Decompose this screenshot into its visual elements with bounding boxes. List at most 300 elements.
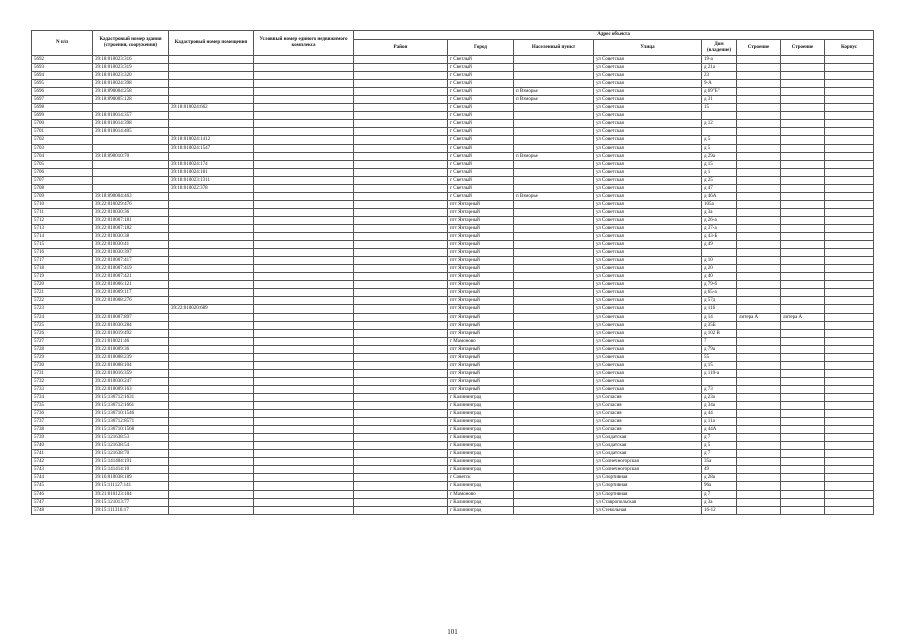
stroenie-cell xyxy=(781,176,825,184)
house-cell: д 73 xyxy=(702,385,737,393)
settlement-cell xyxy=(514,144,594,152)
cad-unit-cell xyxy=(254,418,354,426)
cad-unit-cell xyxy=(254,393,354,401)
table-row xyxy=(32,377,874,385)
corpus-cell xyxy=(825,273,874,281)
cad-building-cell: 39:15:121013:77 xyxy=(93,498,169,506)
cad-building-cell: 39:18:090004:463 xyxy=(93,192,169,200)
city-cell: пгт Янтарный xyxy=(448,265,514,273)
street-cell: ул Советская xyxy=(594,160,702,168)
row-number: 5715 xyxy=(32,241,93,249)
korpus-cell xyxy=(737,402,781,410)
row-number: 5713 xyxy=(32,224,93,232)
house-cell: д 26-а xyxy=(702,216,737,224)
cad-unit-cell xyxy=(254,184,354,192)
table-row xyxy=(32,305,874,313)
cad-building-cell xyxy=(93,168,169,176)
street-cell: ул Советская xyxy=(594,112,702,120)
settlement-cell xyxy=(514,104,594,112)
district-cell xyxy=(354,128,448,136)
table-row xyxy=(32,216,874,224)
row-number: 5743 xyxy=(32,466,93,474)
cad-building-cell: 39:18:010023:320 xyxy=(93,72,169,80)
cad-building-cell xyxy=(93,160,169,168)
cad-room-cell xyxy=(169,120,254,128)
house-cell: д 3а xyxy=(702,498,737,506)
house-cell: д 11а xyxy=(702,418,737,426)
row-number: 5745 xyxy=(32,482,93,490)
cad-unit-cell xyxy=(254,64,354,72)
korpus-cell xyxy=(737,418,781,426)
stroenie-cell xyxy=(781,474,825,482)
cad-building-cell: 39:22:010007:417 xyxy=(93,257,169,265)
cad-unit-cell xyxy=(254,377,354,385)
corpus-cell xyxy=(825,281,874,289)
cad-unit-cell xyxy=(254,80,354,88)
house-cell xyxy=(702,249,737,257)
house-cell: д 46А xyxy=(702,192,737,200)
corpus-cell xyxy=(825,120,874,128)
district-cell xyxy=(354,377,448,385)
table-row xyxy=(32,128,874,136)
settlement-cell xyxy=(514,233,594,241)
city-cell: г Калининград xyxy=(448,393,514,401)
cad-unit-cell xyxy=(254,385,354,393)
house-cell: д 35Б xyxy=(702,321,737,329)
corpus-cell xyxy=(825,241,874,249)
district-cell xyxy=(354,136,448,144)
stroenie-cell xyxy=(781,345,825,353)
cad-building-cell: 39:15:130712:8571 xyxy=(93,418,169,426)
cad-unit-cell xyxy=(254,273,354,281)
city-cell: г Калининград xyxy=(448,434,514,442)
corpus-cell xyxy=(825,305,874,313)
korpus-cell xyxy=(737,345,781,353)
table-row xyxy=(32,289,874,297)
house-cell: д 57д xyxy=(702,297,737,305)
cad-building-cell: 39:18:010014:405 xyxy=(93,128,169,136)
cad-room-cell xyxy=(169,128,254,136)
cad-building-cell: 39:15:141404:191 xyxy=(93,458,169,466)
stroenie-cell xyxy=(781,96,825,104)
row-number: 5693 xyxy=(32,64,93,72)
stroenie-cell xyxy=(781,289,825,297)
stroenie-cell xyxy=(781,265,825,273)
stroenie-cell xyxy=(781,249,825,257)
stroenie-cell xyxy=(781,297,825,305)
house-cell: д 3а xyxy=(702,208,737,216)
house-cell: 55 xyxy=(702,353,737,361)
house-cell: д 44А xyxy=(702,426,737,434)
cad-unit-cell xyxy=(254,176,354,184)
cad-room-cell xyxy=(169,64,254,72)
cad-room-cell xyxy=(169,321,254,329)
house-cell xyxy=(702,128,737,136)
cad-unit-cell xyxy=(254,160,354,168)
row-number: 5716 xyxy=(32,249,93,257)
corpus-cell xyxy=(825,410,874,418)
street-cell: ул Согласия xyxy=(594,410,702,418)
cad-room-cell xyxy=(169,450,254,458)
house-cell: д 28а xyxy=(702,474,737,482)
cad-room-cell xyxy=(169,241,254,249)
cad-unit-cell xyxy=(254,345,354,353)
street-cell: ул Советская xyxy=(594,377,702,385)
district-cell xyxy=(354,410,448,418)
settlement-cell xyxy=(514,410,594,418)
street-cell: ул Советская xyxy=(594,136,702,144)
cad-unit-cell xyxy=(254,120,354,128)
street-cell: ул Советская xyxy=(594,104,702,112)
city-cell: пгт Янтарный xyxy=(448,257,514,265)
street-cell: ул Советская xyxy=(594,289,702,297)
stroenie-cell xyxy=(781,377,825,385)
korpus-cell xyxy=(737,192,781,200)
street-cell: ул Советская xyxy=(594,265,702,273)
cad-room-cell: 39:18:010022:378 xyxy=(169,184,254,192)
cad-unit-cell xyxy=(254,402,354,410)
table-row xyxy=(32,361,874,369)
row-number: 5710 xyxy=(32,200,93,208)
row-number: 5721 xyxy=(32,289,93,297)
house-cell: д 40 xyxy=(702,273,737,281)
cad-unit-cell xyxy=(254,297,354,305)
house-cell: д 20 xyxy=(702,265,737,273)
district-cell xyxy=(354,64,448,72)
street-cell: ул Советская xyxy=(594,257,702,265)
cad-room-cell: 39:18:010024:662 xyxy=(169,104,254,112)
cad-room-cell xyxy=(169,72,254,80)
corpus-cell xyxy=(825,88,874,96)
row-number: 5714 xyxy=(32,233,93,241)
stroenie-cell xyxy=(781,450,825,458)
cad-room-cell xyxy=(169,482,254,490)
stroenie-cell xyxy=(781,402,825,410)
city-cell: г Светлый xyxy=(448,96,514,104)
table-row xyxy=(32,345,874,353)
table-row xyxy=(32,152,874,160)
korpus-cell xyxy=(737,208,781,216)
corpus-cell xyxy=(825,321,874,329)
house-cell: д 34а xyxy=(702,402,737,410)
korpus-cell xyxy=(737,200,781,208)
row-number: 5694 xyxy=(32,72,93,80)
table-row xyxy=(32,434,874,442)
table-row xyxy=(32,329,874,337)
cad-building-cell: 39:18:090004:258 xyxy=(93,88,169,96)
cad-building-cell: 39:22:010008:276 xyxy=(93,297,169,305)
cad-unit-cell xyxy=(254,72,354,80)
cad-unit-cell xyxy=(254,329,354,337)
korpus-cell xyxy=(737,442,781,450)
table-row xyxy=(32,402,874,410)
district-cell xyxy=(354,474,448,482)
korpus-cell xyxy=(737,273,781,281)
corpus-cell xyxy=(825,136,874,144)
city-cell: г Светлый xyxy=(448,192,514,200)
street-cell: ул Советская xyxy=(594,72,702,80)
korpus-cell xyxy=(737,184,781,192)
row-number: 5727 xyxy=(32,337,93,345)
district-cell xyxy=(354,208,448,216)
settlement-cell xyxy=(514,458,594,466)
cad-unit-cell xyxy=(254,257,354,265)
corpus-cell xyxy=(825,200,874,208)
header-cad-room: Кадастровый номер помещения xyxy=(169,31,254,56)
cad-unit-cell xyxy=(254,410,354,418)
stroenie-cell xyxy=(781,305,825,313)
stroenie-cell xyxy=(781,80,825,88)
stroenie-cell xyxy=(781,144,825,152)
city-cell: пгт Янтарный xyxy=(448,305,514,313)
house-cell: д 25 xyxy=(702,176,737,184)
house-cell: д 69"Б" xyxy=(702,88,737,96)
table-row xyxy=(32,160,874,168)
cad-building-cell: 39:22:010007:421 xyxy=(93,273,169,281)
stroenie-cell xyxy=(781,506,825,514)
corpus-cell xyxy=(825,176,874,184)
settlement-cell xyxy=(514,120,594,128)
header-korpus: Строение xyxy=(737,40,781,56)
cad-building-cell: 39:15:130710:1568 xyxy=(93,426,169,434)
korpus-cell xyxy=(737,393,781,401)
district-cell xyxy=(354,104,448,112)
cad-building-cell: 39:22:010007:897 xyxy=(93,313,169,321)
table-row xyxy=(32,192,874,200)
house-cell: 19-а xyxy=(702,56,737,64)
table-row xyxy=(32,208,874,216)
cad-room-cell xyxy=(169,281,254,289)
stroenie-cell xyxy=(781,353,825,361)
city-cell: г Светлый xyxy=(448,160,514,168)
settlement-cell xyxy=(514,337,594,345)
street-cell: ул Советская xyxy=(594,233,702,241)
corpus-cell xyxy=(825,56,874,64)
settlement-cell xyxy=(514,474,594,482)
korpus-cell xyxy=(737,353,781,361)
korpus-cell xyxy=(737,474,781,482)
settlement-cell xyxy=(514,369,594,377)
cad-building-cell: 39:21:010123:184 xyxy=(93,490,169,498)
district-cell xyxy=(354,96,448,104)
cad-unit-cell xyxy=(254,208,354,216)
row-number: 5737 xyxy=(32,418,93,426)
district-cell xyxy=(354,72,448,80)
row-number: 5725 xyxy=(32,321,93,329)
korpus-cell xyxy=(737,160,781,168)
street-cell: ул Советская xyxy=(594,168,702,176)
cad-building-cell: 39:18:010014:357 xyxy=(93,112,169,120)
stroenie-cell xyxy=(781,329,825,337)
corpus-cell xyxy=(825,152,874,160)
house-cell: д 14 xyxy=(702,313,737,321)
city-cell: г Светлый xyxy=(448,112,514,120)
city-cell: пгт Янтарный xyxy=(448,241,514,249)
cad-room-cell xyxy=(169,112,254,120)
corpus-cell xyxy=(825,184,874,192)
cad-room-cell xyxy=(169,329,254,337)
district-cell xyxy=(354,233,448,241)
city-cell: пгт Янтарный xyxy=(448,297,514,305)
cad-building-cell: 39:15:130710:1546 xyxy=(93,410,169,418)
settlement-cell xyxy=(514,257,594,265)
settlement-cell xyxy=(514,313,594,321)
corpus-cell xyxy=(825,112,874,120)
header-house: Дом (владение) xyxy=(702,40,737,56)
house-cell: д 49 xyxy=(702,241,737,249)
settlement-cell: п Взморье xyxy=(514,152,594,160)
street-cell: ул Советская xyxy=(594,120,702,128)
cad-unit-cell xyxy=(254,337,354,345)
stroenie-cell xyxy=(781,257,825,265)
house-cell: 49 xyxy=(702,466,737,474)
city-cell: пгт Янтарный xyxy=(448,321,514,329)
corpus-cell xyxy=(825,257,874,265)
district-cell xyxy=(354,192,448,200)
table-row xyxy=(32,80,874,88)
corpus-cell xyxy=(825,192,874,200)
street-cell: ул Советская xyxy=(594,192,702,200)
cad-unit-cell xyxy=(254,353,354,361)
cad-room-cell xyxy=(169,369,254,377)
city-cell: г Светлый xyxy=(448,168,514,176)
house-cell: 7 xyxy=(702,337,737,345)
settlement-cell xyxy=(514,498,594,506)
row-number: 5740 xyxy=(32,442,93,450)
street-cell: ул Советская xyxy=(594,80,702,88)
settlement-cell xyxy=(514,450,594,458)
settlement-cell xyxy=(514,506,594,514)
row-number: 5730 xyxy=(32,361,93,369)
cad-unit-cell xyxy=(254,265,354,273)
house-cell: д 37-а xyxy=(702,224,737,232)
stroenie-cell xyxy=(781,241,825,249)
district-cell xyxy=(354,506,448,514)
corpus-cell xyxy=(825,353,874,361)
corpus-cell xyxy=(825,289,874,297)
cad-room-cell xyxy=(169,297,254,305)
settlement-cell xyxy=(514,385,594,393)
table-row xyxy=(32,144,874,152)
korpus-cell xyxy=(737,458,781,466)
stroenie-cell xyxy=(781,128,825,136)
city-cell: пгт Янтарный xyxy=(448,289,514,297)
house-cell: д 79-б xyxy=(702,281,737,289)
korpus-cell xyxy=(737,168,781,176)
korpus-cell xyxy=(737,233,781,241)
house-cell: д 12 xyxy=(702,120,737,128)
table-row xyxy=(32,385,874,393)
settlement-cell xyxy=(514,321,594,329)
house-cell: д 21а xyxy=(702,64,737,72)
cad-building-cell: 39:18:090010:70 xyxy=(93,152,169,160)
table-row xyxy=(32,224,874,232)
corpus-cell xyxy=(825,361,874,369)
cad-unit-cell xyxy=(254,128,354,136)
cad-room-cell xyxy=(169,200,254,208)
cad-building-cell: 39:15:141414:10 xyxy=(93,466,169,474)
cad-building-cell xyxy=(93,136,169,144)
korpus-cell xyxy=(737,369,781,377)
stroenie-cell xyxy=(781,385,825,393)
street-cell: ул Стекольная xyxy=(594,506,702,514)
district-cell xyxy=(354,369,448,377)
table-row xyxy=(32,241,874,249)
korpus-cell xyxy=(737,96,781,104)
corpus-cell xyxy=(825,265,874,273)
cad-unit-cell xyxy=(254,56,354,64)
register-sheet xyxy=(31,30,873,515)
table-row xyxy=(32,458,874,466)
korpus-cell xyxy=(737,321,781,329)
stroenie-cell xyxy=(781,208,825,216)
settlement-cell xyxy=(514,482,594,490)
cad-room-cell xyxy=(169,410,254,418)
house-cell: 9-А xyxy=(702,80,737,88)
district-cell xyxy=(354,281,448,289)
row-number: 5722 xyxy=(32,297,93,305)
table-row xyxy=(32,176,874,184)
city-cell: г Калининград xyxy=(448,426,514,434)
row-number: 5742 xyxy=(32,458,93,466)
corpus-cell xyxy=(825,377,874,385)
settlement-cell xyxy=(514,176,594,184)
house-cell: 16-12 xyxy=(702,506,737,514)
city-cell: г Светлый xyxy=(448,88,514,96)
stroenie-cell xyxy=(781,426,825,434)
cad-room-cell xyxy=(169,265,254,273)
district-cell xyxy=(354,273,448,281)
cad-room-cell xyxy=(169,345,254,353)
cad-room-cell xyxy=(169,224,254,232)
korpus-cell: литера А xyxy=(737,313,781,321)
cad-building-cell: 39:18:010023:316 xyxy=(93,56,169,64)
cad-unit-cell xyxy=(254,241,354,249)
house-cell: д 1 xyxy=(702,168,737,176)
city-cell: пгт Янтарный xyxy=(448,233,514,241)
stroenie-cell xyxy=(781,112,825,120)
table-row xyxy=(32,410,874,418)
house-cell: 96а xyxy=(702,482,737,490)
cad-building-cell: 39:15:121638:70 xyxy=(93,450,169,458)
cad-unit-cell xyxy=(254,144,354,152)
korpus-cell xyxy=(737,224,781,232)
settlement-cell xyxy=(514,353,594,361)
corpus-cell xyxy=(825,385,874,393)
district-cell xyxy=(354,168,448,176)
settlement-cell xyxy=(514,128,594,136)
stroenie-cell xyxy=(781,136,825,144)
table-row xyxy=(32,474,874,482)
house-cell: д 10 xyxy=(702,257,737,265)
row-number: 5708 xyxy=(32,184,93,192)
table-row xyxy=(32,96,874,104)
district-cell xyxy=(354,152,448,160)
table-row xyxy=(32,426,874,434)
street-cell: ул Согласия xyxy=(594,418,702,426)
korpus-cell xyxy=(737,216,781,224)
city-cell: г Мамоново xyxy=(448,337,514,345)
stroenie-cell xyxy=(781,200,825,208)
settlement-cell xyxy=(514,265,594,273)
cad-unit-cell xyxy=(254,442,354,450)
cad-room-cell xyxy=(169,257,254,265)
city-cell: г Светлый xyxy=(448,72,514,80)
house-cell: д 31 xyxy=(702,96,737,104)
stroenie-cell xyxy=(781,321,825,329)
settlement-cell xyxy=(514,289,594,297)
city-cell: г Калининград xyxy=(448,458,514,466)
